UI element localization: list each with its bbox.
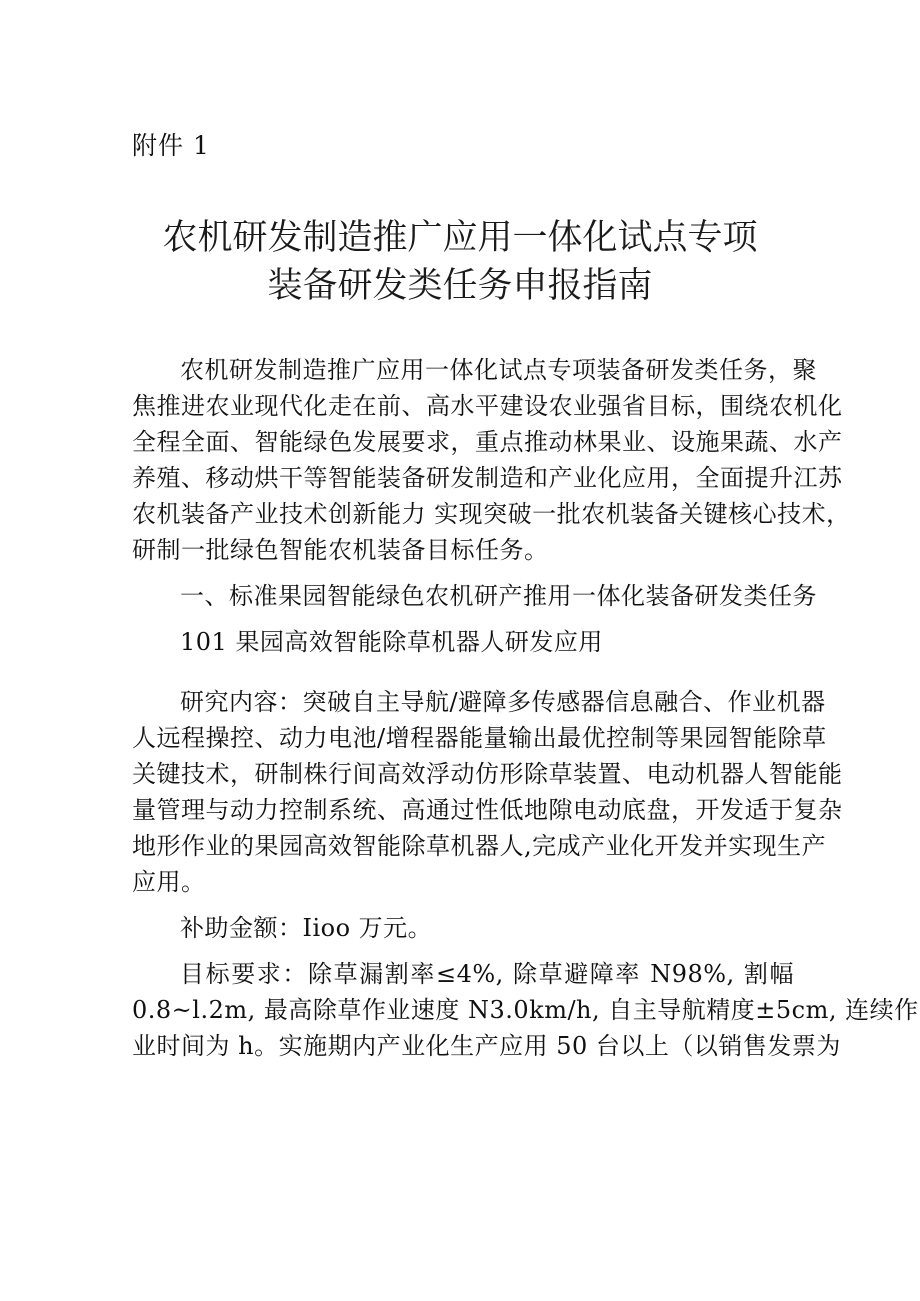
target-line: 业时间为 h。实施期内产业化生产应用 50 台以上（以销售发票为 bbox=[132, 1032, 841, 1060]
task-title: 101 果园高效智能除草机器人研发应用 bbox=[180, 628, 603, 656]
intro-line: 农机研发制造推广应用一体化试点专项装备研发类任务，聚 bbox=[180, 356, 817, 384]
intro-line: 全程全面、智能绿色发展要求，重点推动林果业、设施果蔬、水产 bbox=[132, 428, 843, 456]
title-line-2: 装备研发类任务申报指南 bbox=[267, 266, 653, 306]
target-line: 0.8~l.2m, 最高除草作业速度 N3.0km/h, 自主导航精度±5cm, 连续作 bbox=[132, 996, 919, 1024]
intro-line: 养殖、移动烘干等智能装备研发制造和产业化应用，全面提升江苏 bbox=[132, 464, 843, 492]
research-paragraph bbox=[132, 684, 843, 900]
subsidy-amount: 补助金额：Iioo 万元。 bbox=[180, 914, 433, 942]
target-line: 目标要求：除草漏割率≤4%, 除草避障率 N98%, 割幅 bbox=[180, 960, 794, 988]
document-body bbox=[132, 352, 919, 1064]
research-line: 应用。 bbox=[132, 868, 206, 896]
document-title bbox=[100, 214, 820, 310]
section-heading: 一、标准果园智能绿色农机研产推用一体化装备研发类任务 bbox=[180, 582, 817, 610]
research-line: 研究内容：突破自主导航/避障多传感器信息融合、作业机器 bbox=[180, 688, 826, 716]
research-line: 地形作业的果园高效智能除草机器人,完成产业化开发并实现生产 bbox=[132, 832, 827, 860]
intro-line: 研制一批绿色智能农机装备目标任务。 bbox=[132, 536, 549, 564]
research-line: 量管理与动力控制系统、高通过性低地隙电动底盘，开发适于复杂 bbox=[132, 796, 843, 824]
attachment-label: 附件 1 bbox=[132, 131, 210, 160]
research-line: 人远程操控、动力电池/增程器能量输出最优控制等果园智能除草 bbox=[132, 724, 827, 752]
intro-line: 农机装备产业技术创新能力 实现突破一批农机装备关键核心技术， bbox=[132, 500, 851, 528]
title-line-1: 农机研发制造推广应用一体化试点专项 bbox=[162, 218, 758, 258]
intro-paragraph bbox=[132, 352, 851, 568]
target-paragraph bbox=[132, 956, 919, 1064]
intro-line: 焦推进农业现代化走在前、高水平建设农业强省目标，围绕农机化 bbox=[132, 392, 843, 420]
research-line: 关键技术，研制株行间高效浮动仿形除草装置、电动机器人智能能 bbox=[132, 760, 843, 788]
